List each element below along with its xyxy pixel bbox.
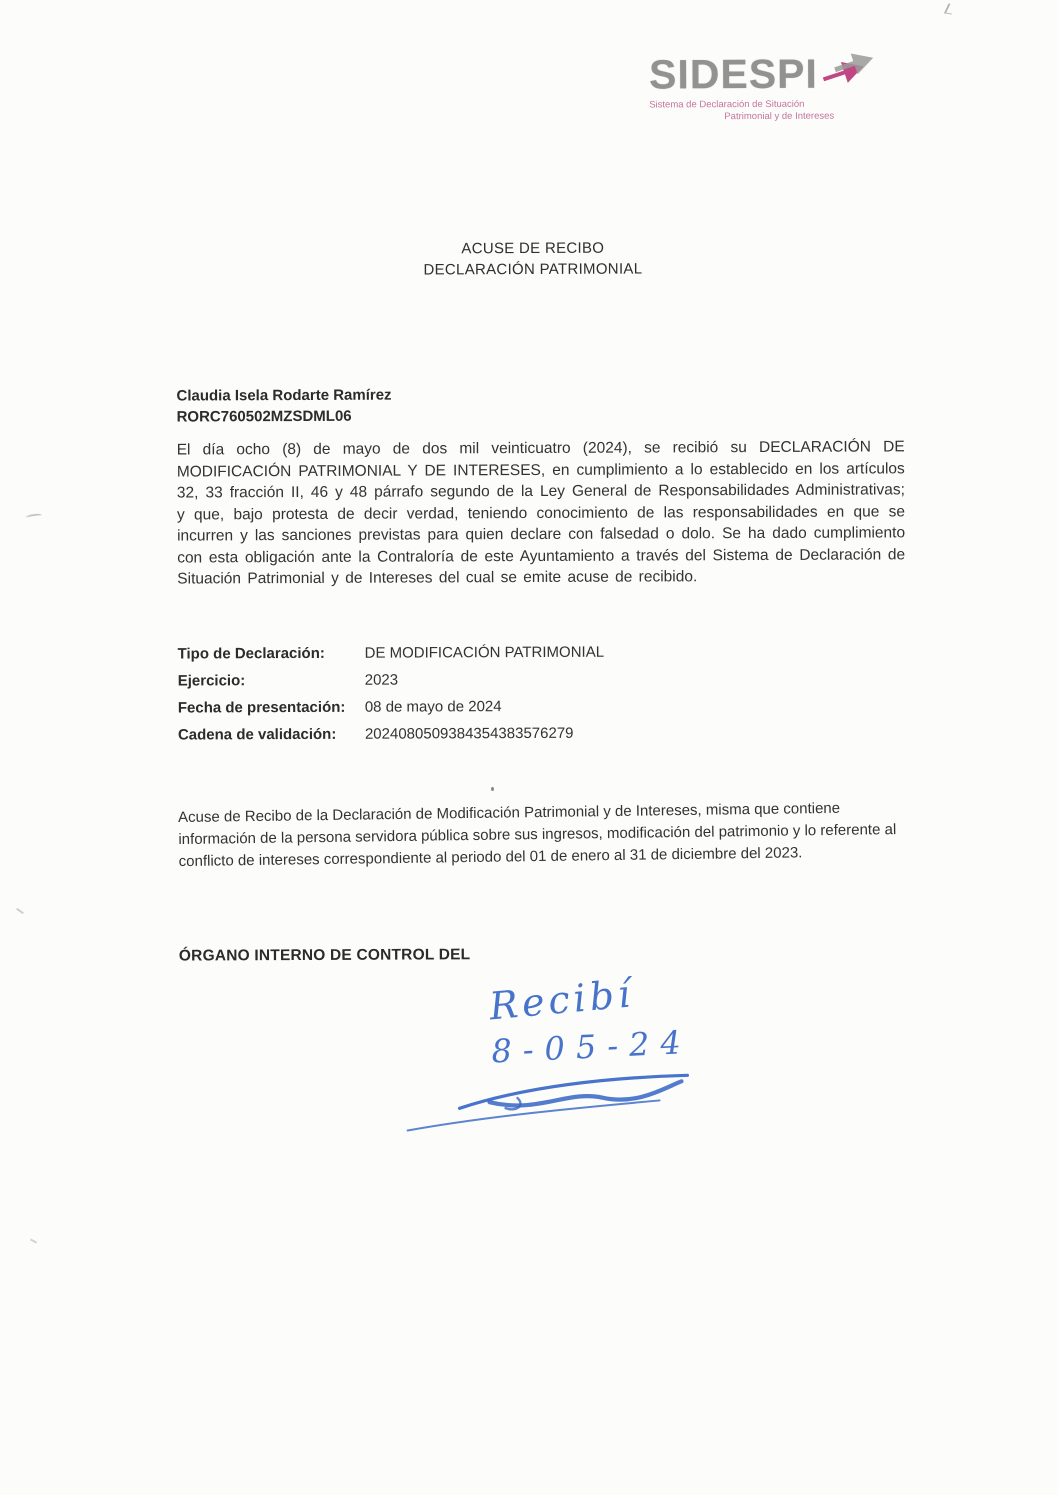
field-row-cadena: [178, 724, 605, 745]
field-label: Cadena de validación:: [177, 725, 337, 744]
handwritten-date: 8-05-24: [490, 1022, 693, 1071]
document-title: [0, 236, 1058, 283]
field-label: Fecha de presentación:: [177, 698, 346, 717]
logo-arrow-icon: [820, 46, 882, 94]
field-row-fecha: [178, 697, 605, 718]
declaration-fields: [178, 643, 605, 753]
title-line2: DECLARACIÓN PATRIMONIAL: [423, 260, 643, 279]
field-label: Tipo de Declaración:: [177, 644, 325, 663]
signature-stroke: [397, 1067, 717, 1148]
closing-paragraph: Acuse de Recibo de la Declaración de Modificación Patrimonial y de Intereses, misma que contiene información de la persona servidora pública sobre sus ingresos, modificación del patrimonio y lo referente al conflicto de intereses correspondiente al periodo del 01 de enero al 31 de diciembre del 2023.: [177, 799, 897, 871]
office-heading: ÓRGANO INTERNO DE CONTROL DEL: [178, 946, 471, 965]
title-line1: ACUSE DE RECIBO: [461, 239, 605, 258]
recipient-id: RORC760502MZSDML06: [176, 407, 352, 426]
logo-tagline: [649, 98, 909, 123]
field-value: 2023: [364, 671, 399, 689]
recipient-name: Claudia Isela Rodarte Ramírez: [176, 386, 392, 405]
field-row-ejercicio: [178, 670, 605, 691]
logo-wordmark: SIDESPI: [648, 50, 818, 97]
recipient-block: [176, 385, 391, 428]
field-value: 08 de mayo de 2024: [364, 698, 502, 716]
sidespi-logo: [649, 52, 909, 123]
logo-tagline-line1: Sistema de Declaración de Situación: [649, 98, 805, 111]
body-paragraph: El día ocho (8) de mayo de dos mil veinticuatro (2024), se recibió su DECLARACIÓN DE MODIFICACIÓN PATRIMONIAL Y DE INTERESES, en cumplimiento a lo establecido en los artículos 32, 33 fracción II, 46 y 48 párrafo segundo de la Ley General de Responsabilidades Administrativas; y que, bajo protesta de decir verdad, teniendo conocimiento de las responsabilidades en que se incurren y las sanciones previstas para quien declare con falsedad o dolo. Se ha dado cumplimiento con esta obligación ante la Contraloría de este Ayuntamiento a través del Sistema de Declaración de Situación Patrimonial y de Intereses del cual se emite acuse de recibido.: [176, 438, 906, 588]
field-value: DE MODIFICACIÓN PATRIMONIAL: [364, 643, 605, 662]
field-row-tipo: [178, 643, 605, 664]
field-label: Ejercicio:: [177, 672, 246, 690]
logo-tagline-line2: Patrimonial y de Intereses: [724, 110, 835, 123]
field-value: 2024080509384354383576279: [364, 724, 574, 743]
handwritten-recibi: Recibí: [487, 971, 636, 1029]
